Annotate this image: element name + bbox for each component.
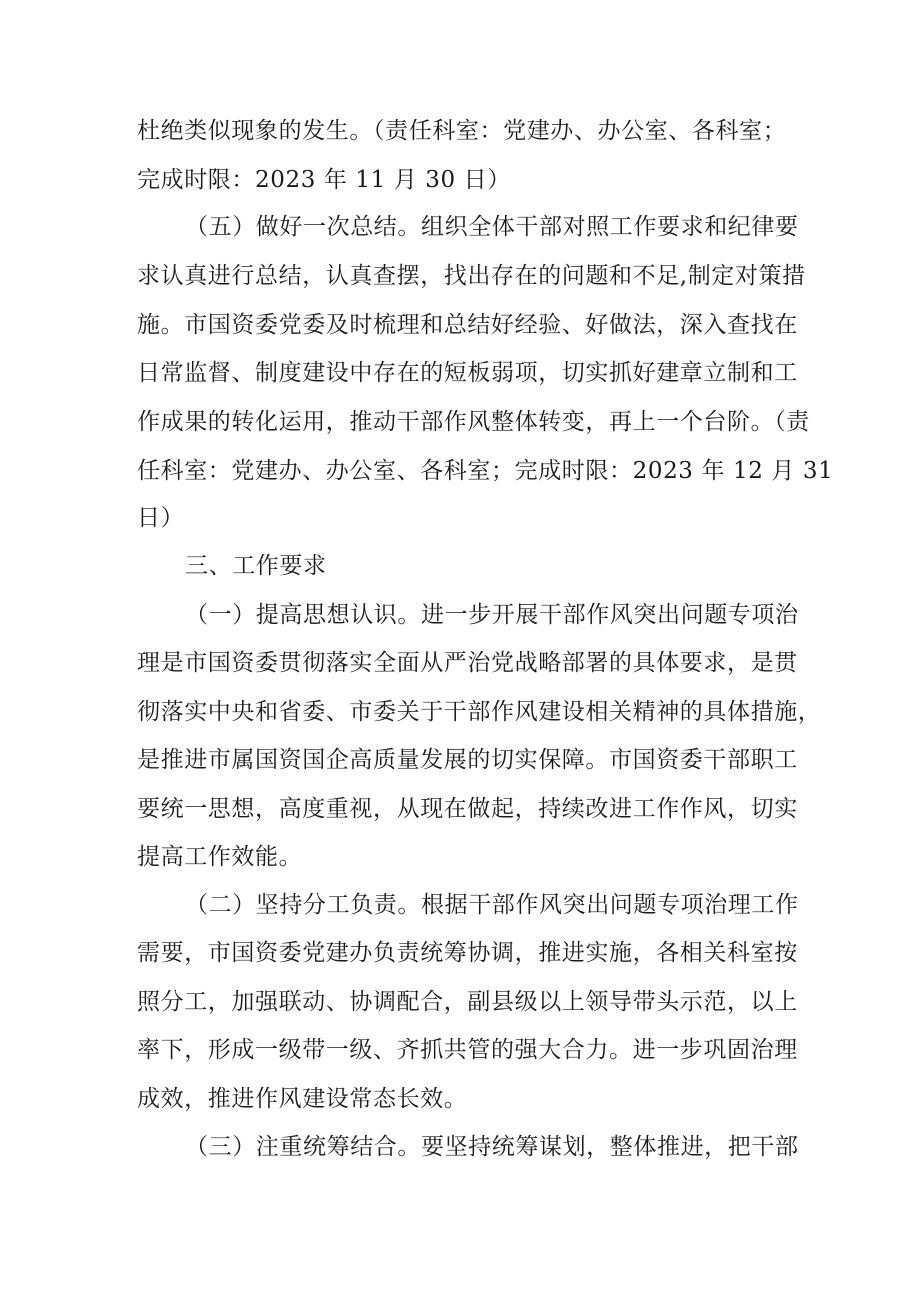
text-line: 率下，形成一级带一级、齐抓共管的强大合力。进一步巩固治理 [137,1037,798,1063]
text-line: 彻落实中央和省委、市委关于干部作风建设相关精神的具体措施， [137,699,822,725]
text-line: 是推进市属国资国企高质量发展的切实保障。市国资委干部职工 [137,747,798,773]
text-line: 成效，推进作风建设常态长效。 [137,1086,468,1112]
text-line: 作成果的转化运用，推动干部作风整体转变，再上一个台阶。（责 [137,409,810,435]
text-line: 理是市国资委贯彻落实全面从严治党战略部署的具体要求，是贯 [137,650,798,676]
text-line: 日常监督、制度建设中存在的短板弱项，切实抓好建章立制和工 [137,360,798,386]
paragraph-start-line: （一）提高思想认识。进一步开展干部作风突出问题专项治 [185,602,799,628]
text-line: 需要，市国资委党建办负责统筹协调，推进实施，各相关科室按 [137,940,798,966]
text-line: 施。市国资委党委及时梳理和总结好经验、好做法，深入查找在 [137,312,798,338]
text-line: 照分工，加强联动、协调配合，副县级以上领导带头示范，以上 [137,989,798,1015]
text-line: 任科室：党建办、办公室、各科室；完成时限：2023 年 12 月 31 [137,458,834,484]
section-heading: 三、工作要求 [185,553,327,579]
paragraph-start-line: （二）坚持分工负责。根据干部作风突出问题专项治理工作 [185,892,799,918]
text-line: 提高工作效能。 [137,844,303,870]
text-line: 日） [137,505,185,531]
text-line: 求认真进行总结，认真查摆，找出存在的问题和不足,制定对策措 [137,263,806,289]
text-line: 完成时限：2023 年 11 月 30 日） [137,167,511,193]
text-line: 杜绝类似现象的发生。（责任科室：党建办、办公室、各科室； [137,118,787,144]
paragraph-start-line: （三）注重统筹结合。要坚持统筹谋划，整体推进，把干部 [185,1134,799,1160]
paragraph-start-line: （五）做好一次总结。组织全体干部对照工作要求和纪律要 [185,214,799,240]
text-line: 要统一思想，高度重视，从现在做起，持续改进工作作风，切实 [137,796,798,822]
